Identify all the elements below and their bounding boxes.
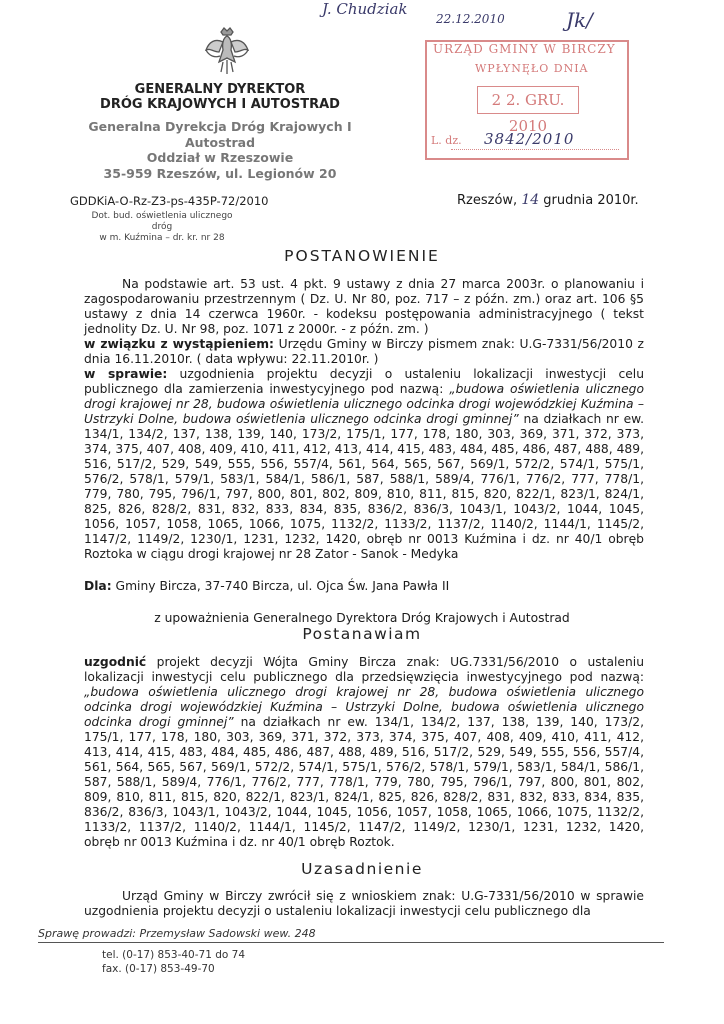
decision-title: Postanawiam <box>302 625 422 643</box>
letter-day: 14 <box>521 192 540 208</box>
office-line-2: Autostrad <box>184 134 256 150</box>
authority-line-1: GENERALNY DYREKTOR <box>134 82 306 97</box>
request-paragraph <box>84 337 644 367</box>
handwritten-date: 22.12.2010 <box>436 12 505 26</box>
office-line-4: 35-959 Rzeszów, ul. Legionów 20 <box>103 165 337 181</box>
matter-project-name: „budowa oświetlenia ulicznego drogi krajowej nr 28, budowa oświetlenia ulicznego odcinka drogi wojewódzkiej Kuźmina – Ustrzyki Dolne, budowa oświetlenia ulicznego odcinka drogi gminnej” <box>84 382 644 426</box>
request-label: w związku z wystąpieniem: <box>84 337 274 351</box>
legal-basis-paragraph: Na podstawie art. 53 ust. 4 pkt. 9 ustawy z dnia 27 marca 2003r. o planowaniu i zagospodarowaniu przestrzennym ( Dz. U. Nr 80, poz. 717 – z późn. zm.) oraz art. 106 §5 ustawy z dnia 14 czerwca 1960r. - kodeksu postępowania administracyjnego ( tekst jednolity Dz. U. Nr 98, poz. 1071 z 2000r. - z późn. zm. ) <box>84 277 644 336</box>
decision-project-name: „budowa oświetlenia ulicznego drogi krajowej nr 28, budowa oświetlenia ulicznego odcinka drogi wojewódzkiej Kuźmina – Ustrzyki Dolne, budowa oświetlenia ulicznego odcinka drogi gminnej” <box>84 685 644 729</box>
matter-plots: na działkach nr ew. 134/1, 134/2, 137, 138, 139, 140, 173/2, 175/1, 177, 178, 180, 303, 369, 371, 372, 373, 374, 375, 407, 408, 409, 410, 411, 412, 413, 414, 415, 483, 484, 485, 486, 487, 488, 489, 516, 517/2, 529, 549, 555, 556, 557/4, 561, 564, 565, 567, 569/1, 572/2, 574/1, 575/1, 576/2, 578/1, 579/1, 583/1, 584/1, 586/1, 587, 588/1, 589/4, 776/1, 776/2, 777, 778/1, 779, 780, 795, 796/1, 797, 800, 801, 802, 809, 810, 811, 815, 820, 822/1, 823/1, 824/1, 825, 826, 828/2, 831, 832, 833, 834, 835, 836/2, 836/3, 1043/1, 1043/2, 1044, 1045, 1056, 1057, 1058, 1065, 1066, 1075, 1132/2, 1133/2, 1137/2, 1140/2, 1144/1, 1145/2, 1147/2, 1149/2, 1230/1, 1231, 1232, 1420, obręb nr 0013 Kuźmina i dz. nr 40/1 obręb Roztoka w ciągu drogi krajowej nr 28 Zator - Sanok - Medyka <box>84 412 644 561</box>
stamp-ldz-label: L. dz. <box>431 134 462 147</box>
subject-line-2: w m. Kuźmina – dr. kr. nr 28 <box>99 233 225 243</box>
handled-by: Sprawę prowadzi: Przemysław Sadowski wew. 248 <box>38 927 316 940</box>
request-text: Urzędu Gminy w Birczy pismem znak: U.G-7331/56/2010 z dnia 16.11.2010r. ( data wpływu: 22.11.2010r. ) <box>84 337 644 366</box>
letter-date <box>457 192 639 208</box>
recipient-text: Gminy Bircza, 37-740 Bircza, ul. Ojca Św. Jana Pawła II <box>111 579 450 593</box>
stamp-received-label: WPŁYNĘŁO DNIA <box>475 62 589 75</box>
eagle-emblem-icon <box>203 26 251 76</box>
stamp-ldz-line <box>451 149 619 150</box>
letter-place: Rzeszów, <box>457 193 518 208</box>
handwritten-signature: J. Chudziak <box>322 0 408 18</box>
matter-paragraph <box>84 367 644 562</box>
matter-label: w sprawie: <box>84 367 168 381</box>
decision-text-1: projekt decyzji Wójta Gminy Bircza znak: UG.7331/56/2010 o ustaleniu lokalizacji inwestycji celu publicznego dla przedsięwzięcia inwestycyjnego pod nazwą: <box>84 655 644 684</box>
letter-date-rest: grudnia 2010r. <box>543 193 639 208</box>
subject-line-1: Dot. bud. oświetlenia ulicznego dróg <box>91 211 233 232</box>
decision-paragraph <box>84 655 644 850</box>
handwritten-paraph: Jk/ <box>566 8 593 32</box>
phone-number: tel. (0-17) 853-40-71 do 74 <box>102 949 245 961</box>
office-line-3: Oddział w Rzeszowie <box>146 150 294 165</box>
subject-note <box>82 211 242 244</box>
authority-name <box>70 82 370 112</box>
document-title: POSTANOWIENIE <box>284 247 440 265</box>
decision-plots: na działkach nr ew. 134/1, 134/2, 137, 138, 139, 140, 173/2, 175/1, 177, 178, 180, 303, 369, 371, 372, 373, 374, 375, 407, 408, 409, 410, 411, 412, 413, 414, 415, 483, 484, 485, 486, 487, 488, 489, 516, 517/2, 529, 549, 555, 556, 557/4, 561, 564, 565, 567, 569/1, 572/2, 574/1, 575/1, 576/2, 578/1, 579/1, 583/1, 584/1, 586/1, 587, 588/1, 589/4, 776/1, 776/2, 777, 778/1, 779, 780, 795, 796/1, 797, 800, 801, 802, 809, 810, 811, 815, 820, 822/1, 823/1, 824/1, 825, 826, 828/2, 831, 832, 833, 834, 835, 836/2, 836/3, 1043/1, 1043/2, 1044, 1045, 1056, 1057, 1058, 1065, 1066, 1075, 1132/2, 1133/2, 1137/2, 1140/2, 1144/1, 1145/2, 1147/2, 1149/2, 1230/1, 1231, 1232, 1420, obręb nr 0013 Kuźmina i dz. nr 40/1 obręb Roztok. <box>84 715 644 849</box>
decision-label: uzgodnić <box>84 655 147 669</box>
reasoning-paragraph: Urząd Gminy w Birczy zwrócił się z wnioskiem znak: U.G-7331/56/2010 w sprawie uzgodnienia projektu decyzji o ustaleniu lokalizacji inwestycji celu publicznego dla <box>84 889 644 918</box>
contact-info <box>102 948 245 976</box>
office-address <box>60 119 380 181</box>
authorization-line: z upoważnienia Generalnego Dyrektora Dróg Krajowych i Autostrad <box>154 611 570 625</box>
footer-divider <box>38 942 664 943</box>
office-line-1: Generalna Dyrekcja Dróg Krajowych I <box>88 119 352 134</box>
fax-number: fax. (0-17) 853-49-70 <box>102 963 215 975</box>
recipient-label: Dla: <box>84 579 112 593</box>
stamp-date: 2 2. GRU. 2010 <box>477 86 579 114</box>
matter-text-1: uzgodnienia projektu decyzji o ustaleniu lokalizacji inwestycji celu publicznego dla zamierzenia inwestycyjnego pod nazwą: <box>84 367 644 396</box>
recipient-paragraph <box>84 579 644 594</box>
reference-code: GDDKiA-O-Rz-Z3-ps-435P-72/2010 <box>70 194 269 208</box>
authority-line-2: DRÓG KRAJOWYCH I AUTOSTRAD <box>100 97 340 112</box>
stamp-office: URZĄD GMINY W BIRCZY <box>433 42 616 56</box>
reasoning-title: Uzasadnienie <box>301 860 423 878</box>
registry-number: 3842/2010 <box>484 130 575 148</box>
